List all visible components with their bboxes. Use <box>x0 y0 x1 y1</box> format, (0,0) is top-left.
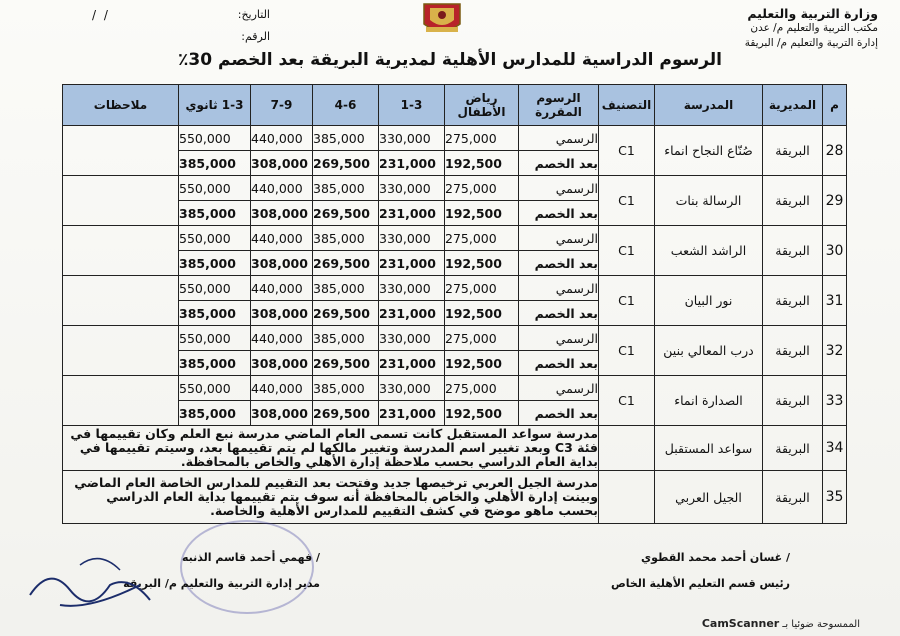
table-row <box>63 326 847 351</box>
page-title: الرسوم الدراسية للمدارس الأهلية لمديرية البريقة بعد الخصم 30٪ <box>178 50 722 70</box>
fee-type-discount: بعد الخصم <box>519 251 599 276</box>
fee-type-discount: بعد الخصم <box>519 201 599 226</box>
fee-official-value: 550,000 <box>179 176 251 201</box>
fee-official-value: 385,000 <box>313 126 379 151</box>
row-number: 32 <box>823 326 847 376</box>
column-header: رياض الأطفال <box>445 85 519 126</box>
note-text-cell: مدرسة الجيل العربي ترخيصها جديد وفتحت بعد التقييم للمدارس الخاصة العام الماضي وبينت إدارة الأهلي والخاص بالمحافظة أنه سوف يتم تقييمها بداية العام الدراسي بحسب ماهو موضح في كشف التقييم للمدارس الأهلية والخاصة. <box>63 471 599 524</box>
table-row <box>63 176 847 201</box>
fee-official-value: 275,000 <box>445 376 519 401</box>
fee-discount-value: 269,500 <box>313 401 379 426</box>
column-header: 1-3 <box>379 85 445 126</box>
fee-discount-value: 192,500 <box>445 151 519 176</box>
fee-type-discount: بعد الخصم <box>519 401 599 426</box>
fee-discount-value: 308,000 <box>251 251 313 276</box>
fee-discount-value: 231,000 <box>379 251 445 276</box>
table-row <box>63 471 847 524</box>
fee-discount-value: 308,000 <box>251 351 313 376</box>
fee-official-value: 330,000 <box>379 126 445 151</box>
classification-cell: C1 <box>599 126 655 176</box>
fee-official-value: 330,000 <box>379 276 445 301</box>
fee-official-value: 275,000 <box>445 126 519 151</box>
school-name-cell: درب المعالي بنين <box>655 326 763 376</box>
column-header: المدرسة <box>655 85 763 126</box>
row-number: 35 <box>823 471 847 524</box>
fee-official-value: 550,000 <box>179 326 251 351</box>
table-row <box>63 126 847 151</box>
notes-cell <box>63 376 179 426</box>
scan-text: الممسوحة ضوئيا بـ <box>782 619 860 630</box>
school-name-cell: الجيل العربي <box>655 471 763 524</box>
row-number: 30 <box>823 226 847 276</box>
fee-discount-value: 385,000 <box>179 251 251 276</box>
fee-official-value: 440,000 <box>251 226 313 251</box>
fee-official-value: 385,000 <box>313 376 379 401</box>
fee-official-value: 330,000 <box>379 326 445 351</box>
row-number: 33 <box>823 376 847 426</box>
fee-official-value: 385,000 <box>313 326 379 351</box>
table-row <box>63 426 847 471</box>
column-header: 1-3 ثانوي <box>179 85 251 126</box>
classification-cell: C1 <box>599 276 655 326</box>
fee-official-value: 330,000 <box>379 226 445 251</box>
fee-discount-value: 231,000 <box>379 401 445 426</box>
fees-table <box>62 84 847 524</box>
fee-official-value: 275,000 <box>445 326 519 351</box>
fee-discount-value: 308,000 <box>251 201 313 226</box>
fee-discount-value: 269,500 <box>313 351 379 376</box>
ministry-name: وزارة التربية والتعليم <box>747 6 878 21</box>
fee-discount-value: 385,000 <box>179 301 251 326</box>
handwritten-signature <box>20 545 180 615</box>
fee-official-value: 275,000 <box>445 276 519 301</box>
notes-cell <box>63 226 179 276</box>
fee-official-value: 440,000 <box>251 376 313 401</box>
admin-name: إدارة التربية والتعليم م/ البريقة <box>744 37 878 49</box>
fee-official-value: 550,000 <box>179 226 251 251</box>
district-cell: البريقة <box>763 276 823 326</box>
fee-discount-value: 269,500 <box>313 251 379 276</box>
fee-discount-value: 308,000 <box>251 301 313 326</box>
notes-cell <box>63 326 179 376</box>
column-header: التصنيف <box>599 85 655 126</box>
fee-type-official: الرسمي <box>519 126 599 151</box>
date-label: التاريخ: <box>237 8 270 21</box>
table-row <box>63 226 847 251</box>
fee-discount-value: 385,000 <box>179 351 251 376</box>
signatory-title-right: رئيس قسم التعليم الأهلية الخاص <box>610 577 790 590</box>
school-name-cell: سواعد المستقبل <box>655 426 763 471</box>
fee-discount-value: 385,000 <box>179 151 251 176</box>
column-header: 4-6 <box>313 85 379 126</box>
fee-discount-value: 308,000 <box>251 401 313 426</box>
fee-official-value: 550,000 <box>179 126 251 151</box>
school-name-cell: الرسالة بنات <box>655 176 763 226</box>
table-header-row <box>63 85 847 126</box>
column-header: ملاحظات <box>63 85 179 126</box>
emblem-logo <box>420 0 464 38</box>
column-header: المديرية <box>763 85 823 126</box>
fee-official-value: 550,000 <box>179 376 251 401</box>
district-cell: البريقة <box>763 426 823 471</box>
district-cell: البريقة <box>763 226 823 276</box>
fee-official-value: 550,000 <box>179 276 251 301</box>
school-name-cell: الصدارة انماء <box>655 376 763 426</box>
district-cell: البريقة <box>763 326 823 376</box>
fee-official-value: 440,000 <box>251 126 313 151</box>
ref-label: الرقم: <box>241 30 270 43</box>
school-name-cell: الراشد الشعب <box>655 226 763 276</box>
fee-discount-value: 192,500 <box>445 301 519 326</box>
header-date-block <box>92 4 270 48</box>
fee-type-discount: بعد الخصم <box>519 151 599 176</box>
fee-official-value: 275,000 <box>445 226 519 251</box>
classification-cell: C1 <box>599 326 655 376</box>
fee-discount-value: 385,000 <box>179 401 251 426</box>
fee-discount-value: 192,500 <box>445 251 519 276</box>
signatory-title-left: مدير إدارة التربية والتعليم م/ البريقة <box>123 577 320 590</box>
district-cell: البريقة <box>763 126 823 176</box>
classification-cell: C1 <box>599 176 655 226</box>
fee-discount-value: 231,000 <box>379 301 445 326</box>
header-ministry-block <box>745 6 878 51</box>
fee-type-official: الرسمي <box>519 226 599 251</box>
fee-type-official: الرسمي <box>519 376 599 401</box>
row-number: 31 <box>823 276 847 326</box>
fee-official-value: 275,000 <box>445 176 519 201</box>
signatory-name-left: / فهمي أحمد قاسم الذنبه <box>181 551 320 564</box>
fee-official-value: 440,000 <box>251 326 313 351</box>
note-text-cell: مدرسة سواعد المستقبل كانت تسمى العام الماضي مدرسة نبع العلم وكان تقييمها في فئة C3 وبعد تغيير اسم المدرسة وتغيير مالكها لم يتم تقييمها بعد، وسيتم تقييمها في بداية العام الدراسي بحسب ملاحظة إدارة الأهلي والخاص بالمحافظة. <box>63 426 599 471</box>
office-name: مكتب التربية والتعليم م/ عدن <box>750 22 878 34</box>
school-name-cell: صُنّاع النجاح انماء <box>655 126 763 176</box>
district-cell: البريقة <box>763 376 823 426</box>
fee-discount-value: 192,500 <box>445 401 519 426</box>
fee-discount-value: 231,000 <box>379 351 445 376</box>
fee-type-official: الرسمي <box>519 176 599 201</box>
column-header: 7-9 <box>251 85 313 126</box>
fee-official-value: 385,000 <box>313 226 379 251</box>
fee-discount-value: 192,500 <box>445 201 519 226</box>
classification-cell: C1 <box>599 226 655 276</box>
row-number: 34 <box>823 426 847 471</box>
date-value: / / <box>92 8 110 22</box>
signature-right <box>611 545 790 597</box>
fee-type-official: الرسمي <box>519 326 599 351</box>
district-cell: البريقة <box>763 471 823 524</box>
column-header: الرسوم المقررة <box>519 85 599 126</box>
fee-discount-value: 192,500 <box>445 351 519 376</box>
scan-app-name: CamScanner <box>701 617 780 630</box>
fee-discount-value: 231,000 <box>379 201 445 226</box>
classification-cell <box>599 426 655 471</box>
fee-official-value: 330,000 <box>379 376 445 401</box>
fee-official-value: 440,000 <box>251 176 313 201</box>
fee-discount-value: 269,500 <box>313 151 379 176</box>
fee-type-official: الرسمي <box>519 276 599 301</box>
notes-cell <box>63 176 179 226</box>
fee-discount-value: 269,500 <box>313 301 379 326</box>
fee-type-discount: بعد الخصم <box>519 351 599 376</box>
fee-discount-value: 308,000 <box>251 151 313 176</box>
row-number: 29 <box>823 176 847 226</box>
column-header: م <box>823 85 847 126</box>
scan-footer <box>702 617 860 630</box>
fee-official-value: 440,000 <box>251 276 313 301</box>
notes-cell <box>63 276 179 326</box>
table-row <box>63 376 847 401</box>
notes-cell <box>63 126 179 176</box>
district-cell: البريقة <box>763 176 823 226</box>
classification-cell <box>599 471 655 524</box>
fee-official-value: 385,000 <box>313 176 379 201</box>
fee-official-value: 330,000 <box>379 176 445 201</box>
school-name-cell: نور البيان <box>655 276 763 326</box>
table-row <box>63 276 847 301</box>
fee-type-discount: بعد الخصم <box>519 301 599 326</box>
fee-discount-value: 231,000 <box>379 151 445 176</box>
fee-discount-value: 269,500 <box>313 201 379 226</box>
fee-discount-value: 385,000 <box>179 201 251 226</box>
classification-cell: C1 <box>599 376 655 426</box>
row-number: 28 <box>823 126 847 176</box>
signatory-name-right: / غسان أحمد محمد القطوي <box>641 551 790 564</box>
fee-official-value: 385,000 <box>313 276 379 301</box>
